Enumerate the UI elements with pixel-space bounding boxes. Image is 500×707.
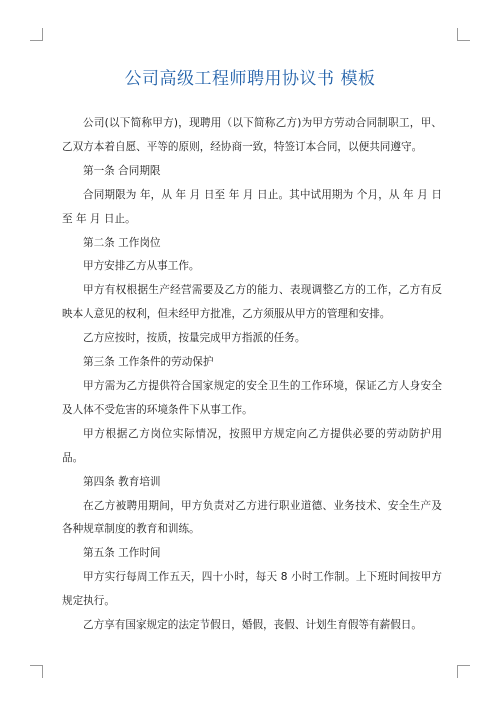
margin-corner-mark [30, 28, 43, 41]
body-paragraph: 甲方需为乙方提供符合国家规定的安全卫生的工作环境，保证乙方人身安全及人体不受危害的环境条件下从事工作。 [62, 379, 442, 416]
document-body [62, 112, 442, 638]
section-heading: 第二条 工作岗位 [83, 236, 161, 249]
section-heading: 第四条 教育培训 [83, 475, 161, 488]
margin-corner-mark [30, 665, 43, 678]
body-paragraph: 甲方安排乙方从事工作。 [83, 260, 200, 273]
section-heading: 第五条 工作时间 [83, 547, 161, 560]
body-paragraph: 合同期限为 年，从 年 月 日至 年 月 日止。其中试用期为 个月，从 年 月 日至 年 月 日止。 [62, 188, 442, 225]
margin-corner-mark [457, 665, 470, 678]
body-paragraph: 甲方有权根据生产经营需要及乙方的能力、表现调整乙方的工作，乙方有反映本人意见的权利，但未经甲方批准，乙方须服从甲方的管理和安排。 [62, 284, 442, 321]
margin-corner-mark [457, 28, 470, 41]
body-paragraph: 在乙方被聘用期间，甲方负责对乙方进行职业道德、业务技术、安全生产及各种规章制度的教育和训练。 [62, 499, 442, 536]
body-paragraph: 乙方享有国家规定的法定节假日，婚假，丧假、计划生育假等有薪假日。 [83, 619, 422, 632]
section-heading: 第一条 合同期限 [83, 164, 161, 177]
section-heading: 第三条 工作条件的劳动保护 [83, 356, 214, 369]
document-title: 公司高级工程师聘用协议书 模板 [124, 69, 376, 89]
body-paragraph: 乙方应按时，按质，按量完成甲方指派的任务。 [83, 332, 306, 345]
body-paragraph: 甲方实行每周工作五天，四十小时，每天 8 小时工作制。上下班时间按甲方规定执行。 [62, 571, 442, 608]
body-paragraph: 甲方根据乙方岗位实际情况，按照甲方规定向乙方提供必要的劳动防护用品。 [62, 427, 442, 464]
intro-paragraph: 公司(以下简称甲方)，现聘用（以下简称乙方)为甲方劳动合同制职工，甲、乙双方本着自愿、平等的原则，经协商一致，特签订本合同，以便共同遵守。 [62, 117, 442, 153]
